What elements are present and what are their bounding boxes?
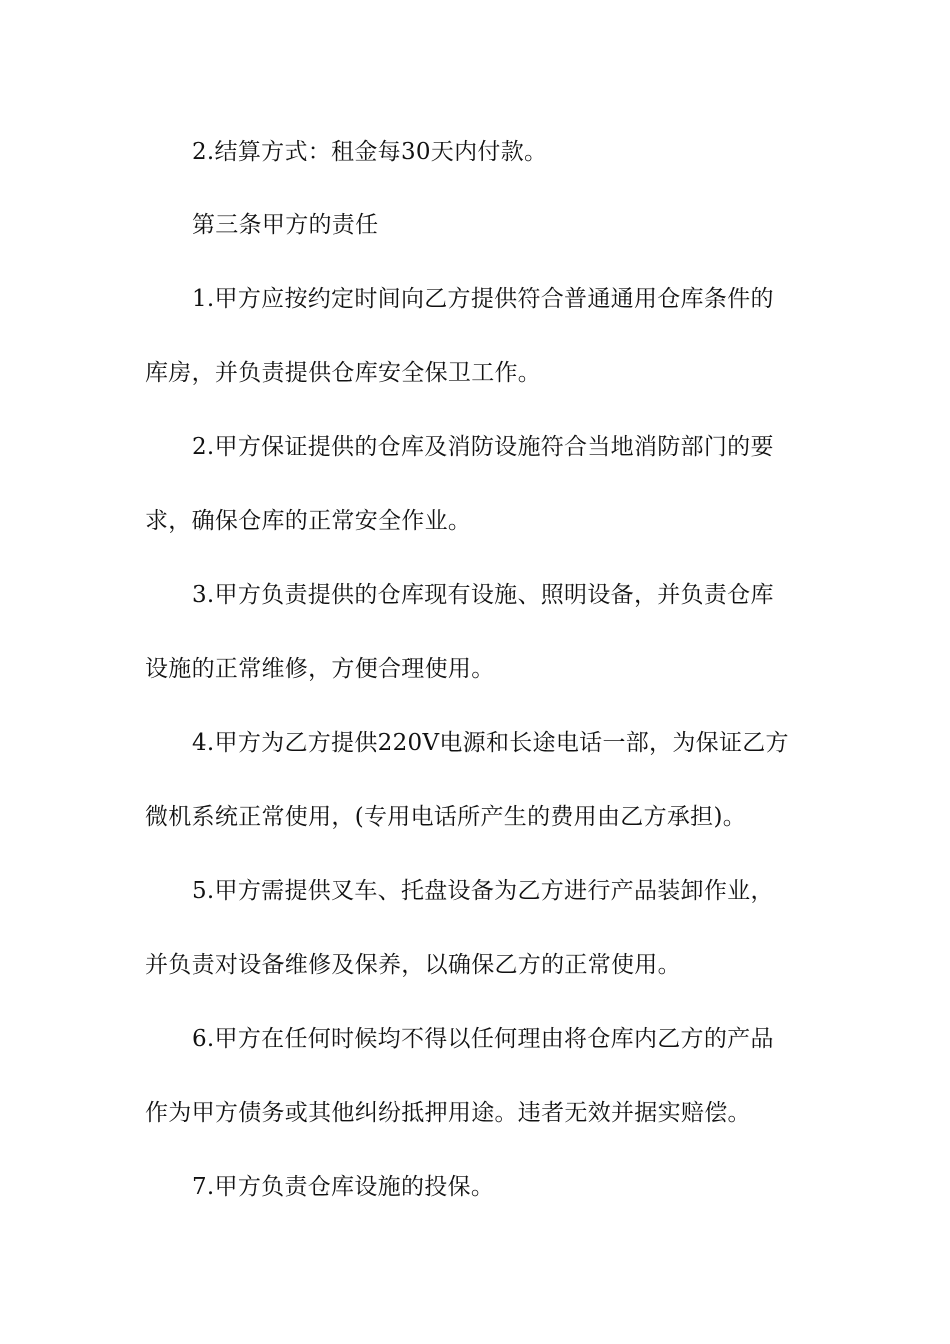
text-line: 库房，并负责提供仓库安全保卫工作。 (145, 360, 542, 386)
text-line: 并负责对设备维修及保养，以确保乙方的正常使用。 (145, 952, 681, 978)
text-line: 6.甲方在任何时候均不得以任何理由将仓库内乙方的产品 (192, 1026, 774, 1052)
text-line: 3.甲方负责提供的仓库现有设施、照明设备，并负责仓库 (192, 582, 774, 608)
text-line: 5.甲方需提供叉车、托盘设备为乙方进行产品装卸作业， (192, 878, 774, 904)
text-line: 求，确保仓库的正常安全作业。 (145, 508, 472, 534)
section-heading: 第三条甲方的责任 (192, 212, 379, 238)
text-line: 7.甲方负责仓库设施的投保。 (192, 1174, 495, 1200)
text-line: 作为甲方债务或其他纠纷抵押用途。违者无效并据实赔偿。 (145, 1100, 751, 1126)
text-line: 2.结算方式：租金每30天内付款。 (192, 139, 548, 165)
text-line: 2.甲方保证提供的仓库及消防设施符合当地消防部门的要 (192, 434, 774, 460)
text-line: 微机系统正常使用，(专用电话所产生的费用由乙方承担)。 (145, 804, 747, 830)
text-line: 4.甲方为乙方提供220V电源和长途电话一部，为保证乙方 (192, 730, 789, 756)
text-line: 1.甲方应按约定时间向乙方提供符合普通通用仓库条件的 (192, 286, 774, 312)
text-line: 设施的正常维修，方便合理使用。 (145, 656, 495, 682)
